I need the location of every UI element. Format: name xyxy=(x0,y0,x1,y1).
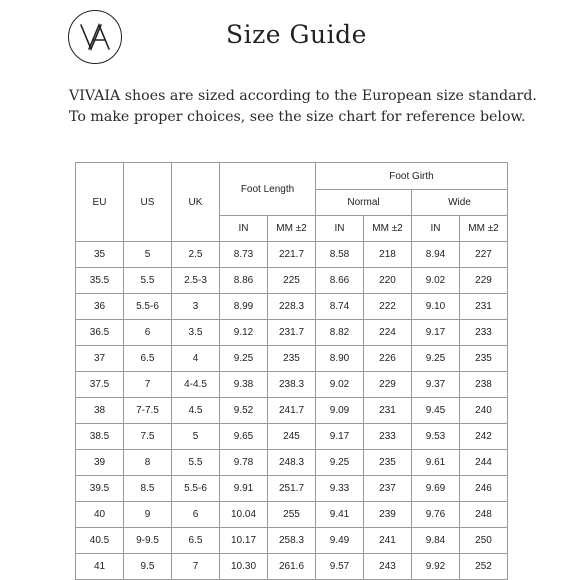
cell-us: 5 xyxy=(124,242,172,268)
cell-length-in: 9.78 xyxy=(220,450,268,476)
cell-length-mm: 248.3 xyxy=(268,450,316,476)
cell-normal-mm: 226 xyxy=(364,346,412,372)
table-row xyxy=(76,268,508,294)
table-row xyxy=(76,450,508,476)
cell-normal-in: 8.74 xyxy=(316,294,364,320)
cell-uk: 6.5 xyxy=(172,528,220,554)
cell-eu: 37.5 xyxy=(76,372,124,398)
cell-wide-in: 9.17 xyxy=(412,320,460,346)
cell-normal-in: 9.41 xyxy=(316,502,364,528)
cell-length-mm: 258.3 xyxy=(268,528,316,554)
cell-length-mm: 225 xyxy=(268,268,316,294)
table-row xyxy=(76,398,508,424)
cell-us: 7-7.5 xyxy=(124,398,172,424)
table-row xyxy=(76,476,508,502)
header-foot-girth: Foot Girth xyxy=(316,163,508,190)
table-row xyxy=(76,372,508,398)
header-uk: UK xyxy=(172,163,220,242)
cell-eu: 39 xyxy=(76,450,124,476)
cell-wide-mm: 229 xyxy=(460,268,508,294)
size-rows xyxy=(76,242,508,580)
cell-wide-in: 9.25 xyxy=(412,346,460,372)
cell-us: 9 xyxy=(124,502,172,528)
cell-normal-mm: 235 xyxy=(364,450,412,476)
cell-wide-mm: 242 xyxy=(460,424,508,450)
intro-line-1: VIVAIA shoes are sized according to the European size standard. xyxy=(69,88,537,104)
cell-normal-in: 9.25 xyxy=(316,450,364,476)
cell-normal-mm: 231 xyxy=(364,398,412,424)
cell-eu: 38.5 xyxy=(76,424,124,450)
intro-text xyxy=(69,86,549,128)
cell-wide-in: 9.76 xyxy=(412,502,460,528)
cell-uk: 2.5 xyxy=(172,242,220,268)
cell-wide-in: 9.69 xyxy=(412,476,460,502)
table-row xyxy=(76,528,508,554)
cell-us: 9.5 xyxy=(124,554,172,580)
cell-us: 8 xyxy=(124,450,172,476)
cell-uk: 2.5-3 xyxy=(172,268,220,294)
cell-wide-mm: 246 xyxy=(460,476,508,502)
table-row xyxy=(76,294,508,320)
cell-wide-in: 9.61 xyxy=(412,450,460,476)
header-us: US xyxy=(124,163,172,242)
cell-normal-in: 9.09 xyxy=(316,398,364,424)
cell-normal-in: 9.49 xyxy=(316,528,364,554)
header-length-mm: MM ±2 xyxy=(268,216,316,242)
vivaia-monogram-logo xyxy=(68,10,122,64)
cell-length-mm: 231.7 xyxy=(268,320,316,346)
cell-uk: 5.5 xyxy=(172,450,220,476)
cell-length-mm: 255 xyxy=(268,502,316,528)
cell-us: 6 xyxy=(124,320,172,346)
intro-line-2: To make proper choices, see the size chart for reference below. xyxy=(69,109,526,125)
cell-eu: 39.5 xyxy=(76,476,124,502)
cell-length-mm: 261.6 xyxy=(268,554,316,580)
cell-wide-mm: 250 xyxy=(460,528,508,554)
cell-eu: 41 xyxy=(76,554,124,580)
cell-normal-mm: 239 xyxy=(364,502,412,528)
cell-wide-mm: 235 xyxy=(460,346,508,372)
cell-normal-in: 8.66 xyxy=(316,268,364,294)
cell-length-mm: 245 xyxy=(268,424,316,450)
cell-uk: 6 xyxy=(172,502,220,528)
header-foot-length: Foot Length xyxy=(220,163,316,216)
table-row xyxy=(76,242,508,268)
cell-us: 5.5 xyxy=(124,268,172,294)
cell-length-in: 9.65 xyxy=(220,424,268,450)
cell-us: 6.5 xyxy=(124,346,172,372)
cell-length-in: 8.86 xyxy=(220,268,268,294)
cell-eu: 40.5 xyxy=(76,528,124,554)
cell-eu: 38 xyxy=(76,398,124,424)
cell-normal-in: 9.57 xyxy=(316,554,364,580)
cell-uk: 3 xyxy=(172,294,220,320)
cell-us: 9-9.5 xyxy=(124,528,172,554)
cell-length-mm: 228.3 xyxy=(268,294,316,320)
cell-eu: 36 xyxy=(76,294,124,320)
cell-length-mm: 238.3 xyxy=(268,372,316,398)
cell-wide-mm: 244 xyxy=(460,450,508,476)
cell-uk: 3.5 xyxy=(172,320,220,346)
monogram-icon xyxy=(78,22,112,52)
cell-uk: 7 xyxy=(172,554,220,580)
cell-length-in: 10.30 xyxy=(220,554,268,580)
cell-normal-in: 8.58 xyxy=(316,242,364,268)
cell-eu: 35 xyxy=(76,242,124,268)
cell-uk: 4-4.5 xyxy=(172,372,220,398)
header-wide-in: IN xyxy=(412,216,460,242)
header-normal-in: IN xyxy=(316,216,364,242)
cell-wide-in: 9.02 xyxy=(412,268,460,294)
cell-wide-mm: 248 xyxy=(460,502,508,528)
cell-eu: 35.5 xyxy=(76,268,124,294)
cell-length-mm: 241.7 xyxy=(268,398,316,424)
header-normal: Normal xyxy=(316,190,412,216)
cell-length-in: 10.04 xyxy=(220,502,268,528)
cell-normal-in: 9.02 xyxy=(316,372,364,398)
cell-eu: 36.5 xyxy=(76,320,124,346)
cell-length-in: 9.12 xyxy=(220,320,268,346)
cell-length-in: 9.91 xyxy=(220,476,268,502)
size-chart-table xyxy=(75,162,508,580)
table-row xyxy=(76,320,508,346)
cell-length-mm: 251.7 xyxy=(268,476,316,502)
cell-wide-in: 8.94 xyxy=(412,242,460,268)
cell-wide-in: 9.84 xyxy=(412,528,460,554)
cell-normal-mm: 218 xyxy=(364,242,412,268)
header-wide: Wide xyxy=(412,190,508,216)
cell-wide-in: 9.45 xyxy=(412,398,460,424)
cell-normal-in: 9.33 xyxy=(316,476,364,502)
cell-wide-in: 9.37 xyxy=(412,372,460,398)
cell-normal-mm: 222 xyxy=(364,294,412,320)
cell-wide-in: 9.92 xyxy=(412,554,460,580)
cell-length-in: 8.99 xyxy=(220,294,268,320)
cell-uk: 4.5 xyxy=(172,398,220,424)
table-row xyxy=(76,554,508,580)
cell-wide-mm: 240 xyxy=(460,398,508,424)
cell-normal-mm: 241 xyxy=(364,528,412,554)
cell-normal-mm: 220 xyxy=(364,268,412,294)
header-length-in: IN xyxy=(220,216,268,242)
cell-length-in: 8.73 xyxy=(220,242,268,268)
cell-normal-mm: 243 xyxy=(364,554,412,580)
cell-uk: 4 xyxy=(172,346,220,372)
cell-us: 8.5 xyxy=(124,476,172,502)
cell-eu: 37 xyxy=(76,346,124,372)
table-row xyxy=(76,502,508,528)
cell-length-mm: 221.7 xyxy=(268,242,316,268)
cell-wide-mm: 231 xyxy=(460,294,508,320)
cell-normal-in: 8.90 xyxy=(316,346,364,372)
cell-us: 5.5-6 xyxy=(124,294,172,320)
cell-uk: 5 xyxy=(172,424,220,450)
cell-length-mm: 235 xyxy=(268,346,316,372)
cell-normal-in: 9.17 xyxy=(316,424,364,450)
header-eu: EU xyxy=(76,163,124,242)
cell-wide-mm: 227 xyxy=(460,242,508,268)
cell-normal-in: 8.82 xyxy=(316,320,364,346)
cell-length-in: 9.52 xyxy=(220,398,268,424)
cell-length-in: 10.17 xyxy=(220,528,268,554)
cell-wide-in: 9.10 xyxy=(412,294,460,320)
header-wide-mm: MM ±2 xyxy=(460,216,508,242)
cell-uk: 5.5-6 xyxy=(172,476,220,502)
cell-wide-mm: 238 xyxy=(460,372,508,398)
cell-wide-mm: 252 xyxy=(460,554,508,580)
cell-length-in: 9.25 xyxy=(220,346,268,372)
table-row xyxy=(76,346,508,372)
cell-length-in: 9.38 xyxy=(220,372,268,398)
cell-eu: 40 xyxy=(76,502,124,528)
page-title: Size Guide xyxy=(226,20,367,49)
header-normal-mm: MM ±2 xyxy=(364,216,412,242)
cell-us: 7.5 xyxy=(124,424,172,450)
cell-normal-mm: 229 xyxy=(364,372,412,398)
cell-wide-in: 9.53 xyxy=(412,424,460,450)
cell-normal-mm: 224 xyxy=(364,320,412,346)
cell-normal-mm: 233 xyxy=(364,424,412,450)
table-row xyxy=(76,424,508,450)
cell-us: 7 xyxy=(124,372,172,398)
cell-normal-mm: 237 xyxy=(364,476,412,502)
cell-wide-mm: 233 xyxy=(460,320,508,346)
